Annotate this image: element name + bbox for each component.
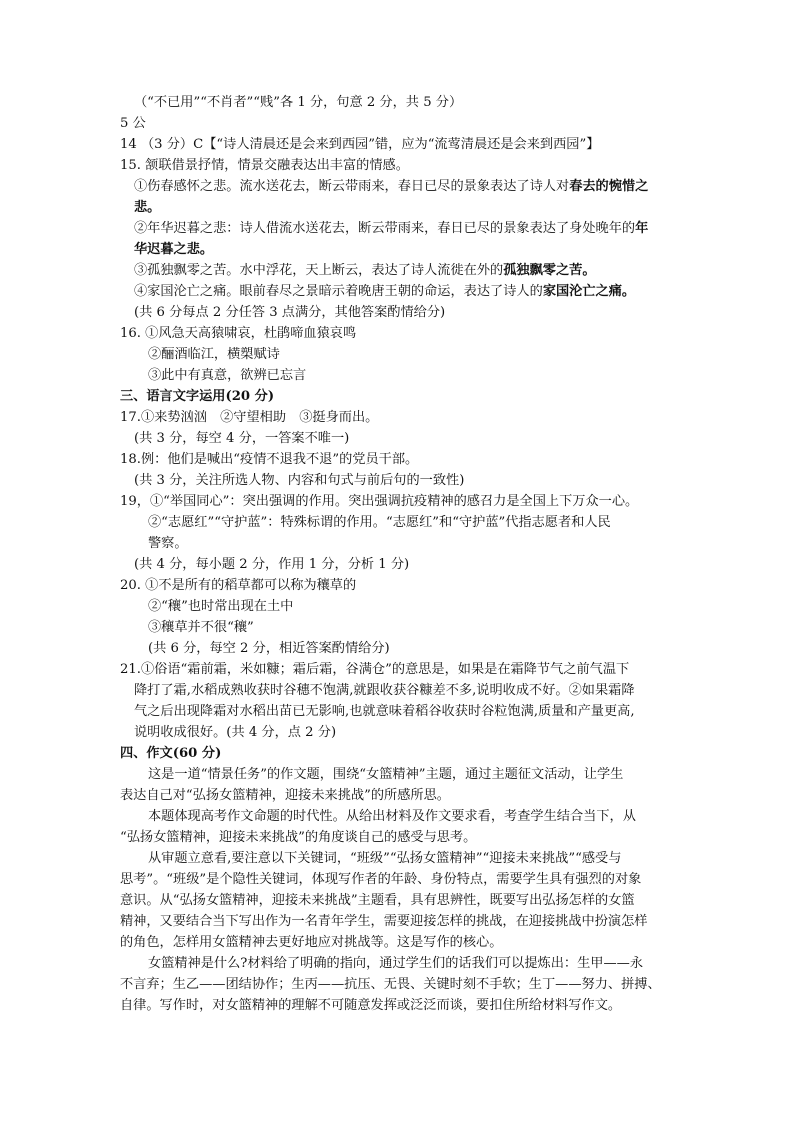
essay-para-4-line-1: 女篮精神是什么?材料给了明确的指向，通过学生们的话我们可以提炼出：生甲——永 <box>148 956 644 971</box>
q18-answer: 18.例：他们是喊出“疫情不退我不退”的党员干部。 <box>120 452 419 467</box>
q15-point-4 <box>134 283 635 301</box>
q15-point-4-key: 家国沦亡之痛。 <box>542 284 636 299</box>
q17-answer: 17.①来势汹汹 ②守望相助 ③挺身而出。 <box>120 410 379 425</box>
essay-para-4-line-3: 自律。写作时，对女篮精神的理解不可随意发挥或泛泛而谈，要扣住所给材料写作文。 <box>120 998 622 1013</box>
essay-para-1-line-1: 这是一道“情景任务”的作文题，围绕“女篮精神”主题，通过主题征文活动，让学生 <box>148 767 624 782</box>
q15-point-4-text: ④家国沦亡之痛。眼前春尽之景暗示着晚唐王朝的命运，表达了诗人的 <box>134 284 543 299</box>
q16-answer-1: 16. ①风急天高猿啸哀，杜鹃啼血猿哀鸣 <box>120 326 357 341</box>
essay-para-4-line-2: 不言弃；生乙——团结协作；生丙——抗压、无畏、关键时刻不手软；生丁——努力、拼搏、 <box>120 977 661 992</box>
q17-scoring-note: (共 3 分，每空 4 分，一答案不唯一) <box>134 431 350 446</box>
q20-answer-2: ②“穰”也时常出现在土中 <box>148 599 294 614</box>
essay-para-3-line-2: 思考”。“班级”是个隐性关键词，体现写作者的年龄、身份特点，需要学生具有强烈的对象 <box>120 872 642 887</box>
q19-answer-2-cont: 警察。 <box>148 536 188 551</box>
essay-para-3-line-1: 从审题立意看,要注意以下关键词，“班级”“弘扬女篮精神”“迎接未来挑战”“感受与 <box>148 851 622 866</box>
q15-scoring-note: (共 6 分每点 2 分任答 3 点满分，其他答案酌情给分) <box>134 305 446 320</box>
q20-answer-3: ③穰草并不很“穰” <box>148 620 254 635</box>
q21-answer-line-2: 降打了霜,水稻成熟收获时谷穗不饱满,就跟收获谷糠差不多,说明收成不好。②如果霜降 <box>134 683 635 698</box>
q19-answer-1: 19，①“举国同心”：突出强调的作用。突出强调抗疫精神的感召力是全国上下万众一心。 <box>120 494 639 509</box>
q15-point-1 <box>134 178 648 196</box>
q19-scoring-note: (共 4 分，每小题 2 分，作用 1 分，分析 1 分) <box>134 557 410 572</box>
section-4-heading: 四、作文(60 分) <box>120 746 222 761</box>
q15-point-3-text: ③孤独飘零之苦。水中浮花，天上断云，表达了诗人流徙在外的 <box>134 263 504 278</box>
q15-point-1-cont: 悲。 <box>134 200 161 215</box>
essay-para-3-line-3: 意识。从“弘扬女篮精神，迎接未来挑战”主题看，具有思辨性，既要写出弘扬怎样的女篮 <box>120 893 635 908</box>
q15-point-2-cont: 华迟暮之悲。 <box>134 242 214 257</box>
q15-intro: 15. 颔联借景抒情，情景交融表达出丰富的情感。 <box>120 158 409 173</box>
q20-scoring-note: (共 6 分，每空 2 分，相近答案酌情给分) <box>148 641 390 656</box>
q20-answer-1: 20. ①不是所有的稻草都可以称为穰草的 <box>120 578 357 593</box>
section-3-heading: 三、语言文字运用(20 分) <box>120 389 275 404</box>
q16-answer-3: ③此中有真意，欲辨已忘言 <box>148 368 307 383</box>
q15-point-3 <box>134 262 596 280</box>
q15-point-2-text: ②年华迟暮之悲：诗人借流水送花去，断云带雨来，春日已尽的景象表达了身处晚年的 <box>134 221 636 236</box>
q18-scoring-note: (共 3 分，关注所选人物、内容和句式与前后句的一致性) <box>134 473 465 488</box>
q15-point-2-key: 年 <box>635 221 649 236</box>
essay-para-2-line-2: “弘扬女篮精神，迎接未来挑战”的角度谈自己的感受与思考。 <box>120 830 477 845</box>
q15-point-2 <box>134 220 648 238</box>
essay-para-3-line-5: 的角色，怎样用女篮精神去更好地应对挑战等。这是写作的核心。 <box>120 935 503 950</box>
q13-answer-5: 5 公 <box>120 116 146 131</box>
q13-scoring-note: （“不已用”“不肖者”“贱”各 1 分，句意 2 分，共 5 分） <box>134 95 463 110</box>
q16-answer-2: ②酾酒临江，横槊赋诗 <box>148 347 280 362</box>
q21-answer-line-4: 说明收成很好。(共 4 分，点 2 分) <box>134 725 337 740</box>
q19-answer-2: ②“志愿红”“守护蓝”：特殊标谓的作用。“志愿红”和“守护蓝”代指志愿者和人民 <box>148 515 611 530</box>
q15-point-1-text: ①伤春感怀之悲。流水送花去，断云带雨来，春日已尽的景象表达了诗人对 <box>134 179 570 194</box>
q21-answer-line-1: 21.①俗语“霜前霜，米如糠；霜后霜，谷满仓”的意思是，如果是在霜降节气之前气温下 <box>120 662 630 677</box>
essay-para-1-line-2: 表达自己对“弘扬女篮精神，迎接未来挑战”的所感所思。 <box>120 788 450 803</box>
q15-point-3-key: 孤独飘零之苦。 <box>503 263 596 278</box>
q14-answer: 14 （3 分）C【“诗人清晨还是会来到西园”错，应为“流莺清晨还是会来到西园”】 <box>120 137 600 152</box>
q15-point-1-key: 春去的惋惜之 <box>569 179 649 194</box>
essay-para-2-line-1: 本题体现高考作文命题的时代性。从给出材料及作文要求看，考查学生结合当下，从 <box>148 809 636 824</box>
q21-answer-line-3: 气之后出现降霜对水稻出苗已无影响,也就意味着稻谷收获时谷粒饱满,质量和产量更高, <box>134 704 635 719</box>
essay-para-3-line-4: 精神，又要结合当下写出作为一名青年学生，需要迎接怎样的挑战，在迎接挑战中扮演怎样 <box>120 914 648 929</box>
